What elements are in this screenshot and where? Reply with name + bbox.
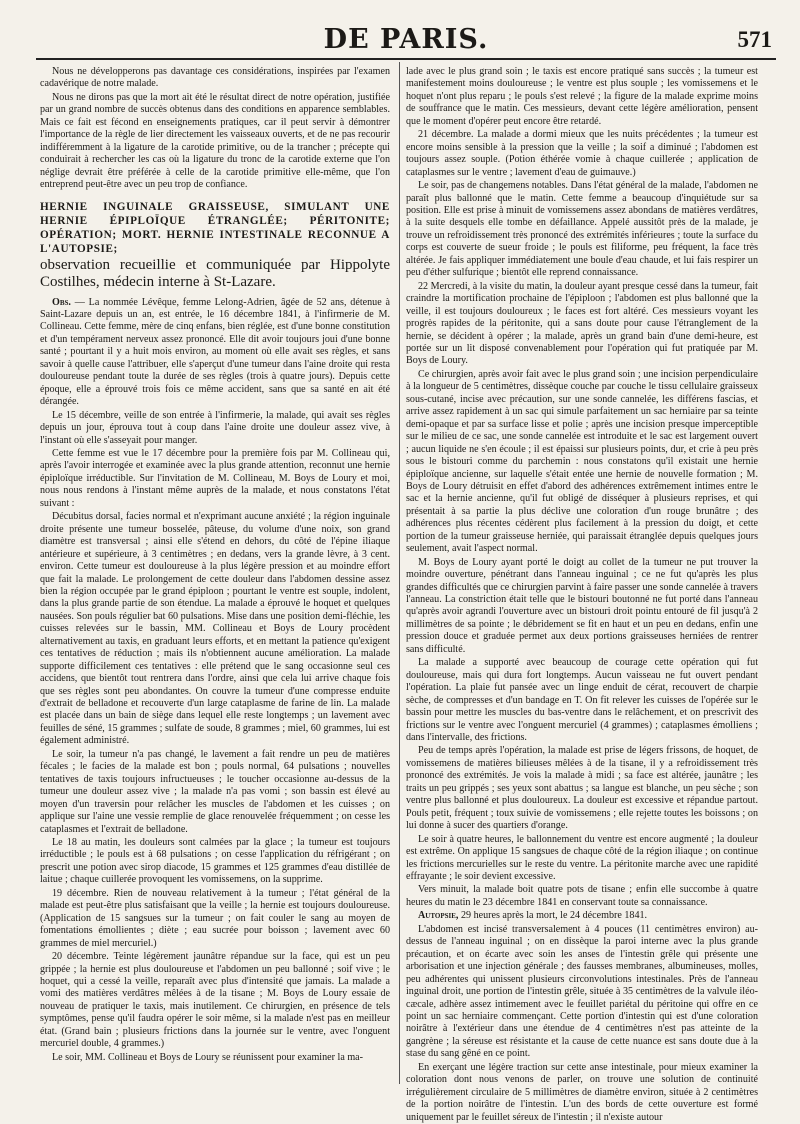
paragraph: M. Boys de Loury ayant porté le doigt au collet de la tumeur ne put trouver la moindre ouverture, pénétrant dans l'anneau inguinal ; ce ne fut qu'après les plus grandes difficultés que ce chirurgien parvint à faire passer une sonde cannelée à travers l'anneau. La constriction était telle que le bistouri boutonné ne fut porté dans l'anneau qu'après avoir agrandi l'ouverture avec un bistouri droit pointu entouré de fil jusqu'à 2 millimètres de sa pointe ; le débridement se fit en haut et un peu en dedans, enfin une pression douce et graduée permet aux deux portions graisseuses herniées de rentrer sans difficulté. [406,556,758,655]
paragraph: Nous ne développerons pas davantage ces considérations, inspirées par l'examen cadavérique de notre malade. [40,66,390,90]
paragraph: Vers minuit, la malade boit quatre pots de tisane ; enfin elle succombe à quatre heures du matin le 23 décembre 1841 en conservant toute sa connaissance. [406,884,758,908]
paragraph: L'abdomen est incisé transversalement à 4 pouces (11 centimètres environ) au-dessus de l'anneau inguinal ; on en dissèque la paroi interne avec la plus grande précaution, et on écarte avec soin les anses de l'intestin grêle qui présente une arborisation et une injection générale ; des fausses membranes, albumineuses, molles, peu adhérentes qui unissent plusieurs circonvolutions intestinales. Près de l'anneau inguinal droit, une portion de l'intestin grêle, située à 35 centimètres de la valvule iléo-cæcale, adhère assez intimement avec le feuillet pariétal du péritoine qui offre en ce point un sac herniaire commençant. Cette portion d'intestin qui est d'une coloration noirâtre à l'extérieur dans une étendue de 4 centimètres n'est pas atteinte de la gangrène ; la séreuse est résistante et la cause de cette nuance est sans doute due à la stase du sang gêné en ce point. [406,923,758,1060]
paragraph: lade avec le plus grand soin ; le taxis est encore pratiqué sans succès ; la tumeur est manifestement moins douloureuse ; le ventre est plus souple ; les vomissemens et le hoquet n'ont plus reparu ; le pouls s'est relevé ; la figure de la malade exprime moins de souffrance que le matin. Ces messieurs, devant cette légère amélioration, pensent que le moment d'opérer peut encore être retardé. [406,66,758,127]
article-title-byline: observation recueillie et communiquée par Hippolyte Costilhes, médecin interne à St-Lazare. [40,256,390,290]
paragraph: Peu de temps après l'opération, la malade est prise de légers frissons, de hoquet, de vomissemens de matières bilieuses mêlées à de la tisane, il y a refroidissement très prononcé des extrémités. Je vois la malade à midi ; sa face est altérée, jaunâtre ; les traits un peu grippés ; ses yeux sont abattus ; sa langue est blanche, un peu sèche ; son ventre plus ballonné et plus douloureux. La douleur est excessive et répandue partout. Pouls petit, fréquent ; toux suivie de vomissemens ; elle rejette toutes les boissons ; on lui donne à sucer des quartiers d'orange. [406,745,758,832]
article-title [40,200,390,291]
article-title-main: HERNIE INGUINALE GRAISSEUSE, SIMULANT UNE HERNIE ÉPIPLOÏQUE ÉTRANGLÉE; PÉRITONITE; OPÉRATION; MORT. HERNIE INTESTINALE RECONNUE A L'AUTOPSIE; [40,200,390,255]
paragraph: Le soir, MM. Collineau et Boys de Loury se réunissent pour examiner la ma- [52,1051,364,1063]
page-number: 571 [737,27,772,52]
paragraph-text: — La nommée Lévêque, femme Lelong-Adrien, âgée de 52 ans, détenue à Saint-Lazare depuis un an, est entrée, le 16 décembre 1841, à l'infirmerie de M. Collineau. Cette femme, mère de cinq enfans, bien réglée, est d'une bonne constitution et d'un tempérament nerveux assez prononcé. Elle dit avoir toujours joui d'une bonne santé ; pourtant il y a huit mois environ, au moment où elle avait ses règles, et sans savoir à quelle cause l'attribuer, elle s'aperçut d'une tumeur dans l'aine droite qui resta douloureuse pendant toute la durée de ses règles (trois à quatre jours). Depuis cette époque, elle a éprouvé trois fois ce même accident, sans que sa santé en ait été dérangée. [40,296,390,408]
paragraph: Ce chirurgien, après avoir fait avec le plus grand soin ; une incision perpendiculaire à la longueur de 5 centimètres, dissèque couche par couche le tissu cellulaire graisseux sous-cutané, incise avec précaution, sur une sonde cannelée, les différens fascias, et arrive assez rapidement à un sac qui simule parfaitement un sac herniaire par sa teinte demi-opaque et par sa surface lisse et polie ; après une incision presque imperceptible sur le milieu de ce sac, une sonde cannelée est introduite et le sac est largement ouvert ; aucun liquide ne s'en écoule ; il est épaissi sur plusieurs points, dur, et crie à peu près sous le bistouri comme du parchemin : nous constatons qu'il existait une hernie épiploïque ancienne, sur laquelle s'était entée une hernie de nouvelle formation ; M. Boys de Loury détruisit en effet d'abord des adhérences extrêmement intimes entre le sac et la hernie ancienne, qu'il fut obligé de disséquer à plusieurs reprises, et qui présentait à sa partie la plus déclive une coloration d'un rouge brunâtre ; des adhérences plus récentes cédèrent plus facilement à la pression du doigt, et cette portion de la tumeur graisseuse herniée, qui paraissait étranglée depuis quelques jours seulement, avait l'aspect normal. [406,368,758,555]
paragraph: La malade a supporté avec beaucoup de courage cette opération qui fut douloureuse, mais qui dura fort longtemps. Aucun vaisseau ne fut ouvert pendant l'opération. La plaie fut pansée avec un linge enduit de cérat, recouvert de charpie sèche, de compresses et d'un bandage en T. On fit relever les cuisses de l'opérée sur le bassin pour mettre les muscles du bas-ventre dans le relâchement, et on prescrivit des frictions sur le ventre avec l'onguent mercuriel (4 grammes) ; cataplasmes émolliens ; dans l'intervalle, des frictions. [406,657,758,744]
paragraph: Le 18 au matin, les douleurs sont calmées par la glace ; la tumeur est toujours irréductible ; le pouls est à 68 pulsations ; on cesse l'application du réfrigérant ; on prescrit une potion avec sirop diacode, 15 grammes et 125 grammes d'eau distillée de laitue ; chaque cuillerée provoquent les vomissemens, on la supprime. [40,837,390,886]
paragraph: Cette femme est vue le 17 décembre pour la première fois par M. Collineau qui, après l'avoir interrogée et examinée avec la plus grande attention, reconnut une hernie épiploïque irréductible. Sur l'invitation de M. Collineau, M. Boys de Loury et moi, nous nous rendons à l'instant même auprès de la malade, et nous constatons l'état suivant : [40,447,390,509]
paragraph: 19 décembre. Rien de nouveau relativement à la tumeur ; l'état général de la malade est peut-être plus satisfaisant que la veille ; la hernie est toujours douloureuse. (Application de 15 sangsues sur la tumeur ; on fait couler le sang au moyen de fomentations émollientes ; diète ; eau sucrée pour boisson ; lavement avec 60 grammes de miel mercuriel.) [40,887,390,949]
paragraph: 20 décembre. Teinte légèrement jaunâtre répandue sur la face, qui est un peu grippée ; la hernie est plus douloureuse et l'abdomen un peu ballonné ; soif vive ; le hoquet, qui a cessé la veille, reparaît avec plus d'intensité que jamais. La malade a vomi des matières verdâtres mêlées à de la tisane ; M. Boys de Loury essaie de nouveau de pratiquer le taxis, mais inutilement. Ce chirurgien, en présence de tels symptômes, pense qu'il faudra opérer le soir même, si la malade n'est pas en meilleur état. (Grand bain ; plusieurs frictions dans la journée sur le ventre, avec l'onguent mercuriel double, 4 grammes.) [40,951,390,1050]
right-column [406,66,758,1123]
paragraph: 22 Mercredi, à la visite du matin, la douleur ayant presque cessé dans la tumeur, fait craindre la mortification prochaine de l'épiploon ; l'abdomen est plus ballonné que la veille, il est toujours douloureux ; le faces est fort altéré. Ces messieurs voyant les progrès rapides de la péritonite, qui a sans doute pour cause l'étranglement de la hernie, se décident à opérer ; la malade, après un grand bain d'une demi-heure, est portée sur un lit disposé convenablement pour l'opération qui fut pratiquée par M. Boys de Loury. [406,280,758,367]
paragraph [40,297,390,409]
autopsie-date: 29 heures après la mort, le 24 décembre 1841. [460,910,648,922]
left-column [40,66,390,1086]
paragraph: Le soir à quatre heures, le ballonnement du ventre est encore augmenté ; la douleur est extrême. On applique 15 sangsues de chaque côté de la région iliaque ; on continue les frictions mercurielles sur le reste du ventre. La péritonite marche avec une rapidité effrayante ; le soir devient excessive. [406,833,758,882]
paragraph: Le soir, pas de changemens notables. Dans l'état général de la malade, l'abdomen ne paraît plus ballonné que le matin. Cette femme a beaucoup d'inquiétude sur sa position. Elle est prise à minuit de vomissemens assez abondans de matières verdâtres, à la suite desquels elle tombe en défaillance. Appelé aussitôt près de la malade, je trouve un refroidissement très prononcé des extrémités inférieures ; toute la surface du corps est couverte de sueur froide ; le pouls est filiforme, peu fréquent, la face très altérée. Je fais appliquer immédiatement une boule d'eau chaude, et lui fais respirer un peu d'éther sulfurique ; bientôt elle reprend connaissance. [406,180,758,279]
paragraph [406,910,758,922]
page-header [36,18,776,60]
paragraph: Décubitus dorsal, facies normal et n'exprimant aucune anxiété ; la région inguinale droite présente une tumeur bosselée, pâteuse, du volume d'une noix, son grand diamètre est transversal ; ainsi elle s'étend en dehors, du côté de l'épine iliaque antérieure et supérieure, à 3 centimètres ; en dedans, vers la grande lèvre, à 3 cent. environ. Cette tumeur est douloureuse à la plus légère pression et au moindre effort que fait la malade. Le prolongement de cette douleur dans l'abdomen dessine assez bien la région occupée par le grand épiploon ; pourtant le ventre est souple, indolent, dans la plus grande partie de son étendue. La malade a éprouvé le hoquet et quelques nausées. Son pouls régulier bat 60 pulsations. Mise dans une position demi-fléchie, les cuisses relevées sur le bassin, MM. Collineau et Boys de Loury procèdent alternativement au taxis, en graduant leurs efforts, et en mettant la patience qu'exigent ces tentatives de réduction ; mais ils n'obtiennent aucune amélioration. La malade supporte difficilement ces tentatives : elle prétend que le sang occasionne seul ces accidens, que bientôt tout rentrera dans l'ordre, ainsi que cela lui arrive chaque fois que ses règles sont peu abondantes. On couvre la tumeur d'une compresse enduite d'extrait de belladone et recouverte d'un large cataplasme de farine de lin. La malade est placée dans un bain de siège dans lequel elle reste longtemps ; un lavement avec feuilles de séné, 15 grammes ; sulfate de soude, 8 grammes ; miel, 60 grammes, lui est également administré. [40,511,390,747]
autopsie-label: Autopsie, [418,910,459,922]
page-title: DE PARIS. [323,24,489,55]
paragraph: En exerçant une légère traction sur cette anse intestinale, pour mieux examiner la coloration dont nous venons de parler, on trouve une solution de continuité irrégulièrement circulaire de 5 millimètres de diamètre environ, située à 2 centimètres de la portion noirâtre de l'intestin. L'un des bords de cette ouverture est formé uniquement par le feuillet séreux de l'intestin ; il n'existe autour [406,1061,758,1123]
column-divider [399,62,400,1084]
paragraph: Le soir, la tumeur n'a pas changé, le lavement a fait rendre un peu de matières fécales ; le facies de la malade est bon ; pouls normal, 64 pulsations ; nouvelles tentatives de taxis toujours infructueuses ; le toucher occasionne au-dessus de la tumeur une douleur assez vive ; la malade n'a pas vomi ; son bassin est élevé au moyen d'un traversin pour relâcher les muscles de l'abdomen et les cuisses ; on applique sur l'aine une vessie remplie de glace renouvelée fréquemment ; on cesse les cataplasmes et l'extrait de belladone. [40,748,390,835]
paragraph: Nous ne dirons pas que la mort ait été le résultat direct de notre opération, justifiée par un grand nombre de succès obtenus dans des conditions en apparence semblables. Mais ce fait est fécond en enseignements pratiques, car il peut servir à démontrer l'importance de la règle de lier directement les vaisseaux ouverts, et de ne pas recourir indifféremment à la ligature de la carotide primitive, ou de la trancher ; précepte qui conduirait à rechercher les cas où la ligature du tronc de la carotide externe que l'on néglige devrait être préférée à celle de la carotide primitive elle-même, que l'on entreprend peut-être avec un peu trop de confiance. [40,91,390,191]
obs-label: Obs. [52,296,71,308]
paragraph: Le 15 décembre, veille de son entrée à l'infirmerie, la malade, qui avait ses règles depuis un jour, éprouva tout à coup dans l'aine droite une douleur assez vive, à l'instant où elle s'asseyait pour manger. [40,409,390,446]
paragraph: 21 décembre. La malade a dormi mieux que les nuits précédentes ; la tumeur est encore moins sensible à la pression que la veille ; la soif a diminué ; l'abdomen est toujours assez souple. (Potion éthérée vomie à chaque cuillerée ; application de cataplasmes sur le ventre ; lavement d'eau de guimauve.) [406,129,758,178]
